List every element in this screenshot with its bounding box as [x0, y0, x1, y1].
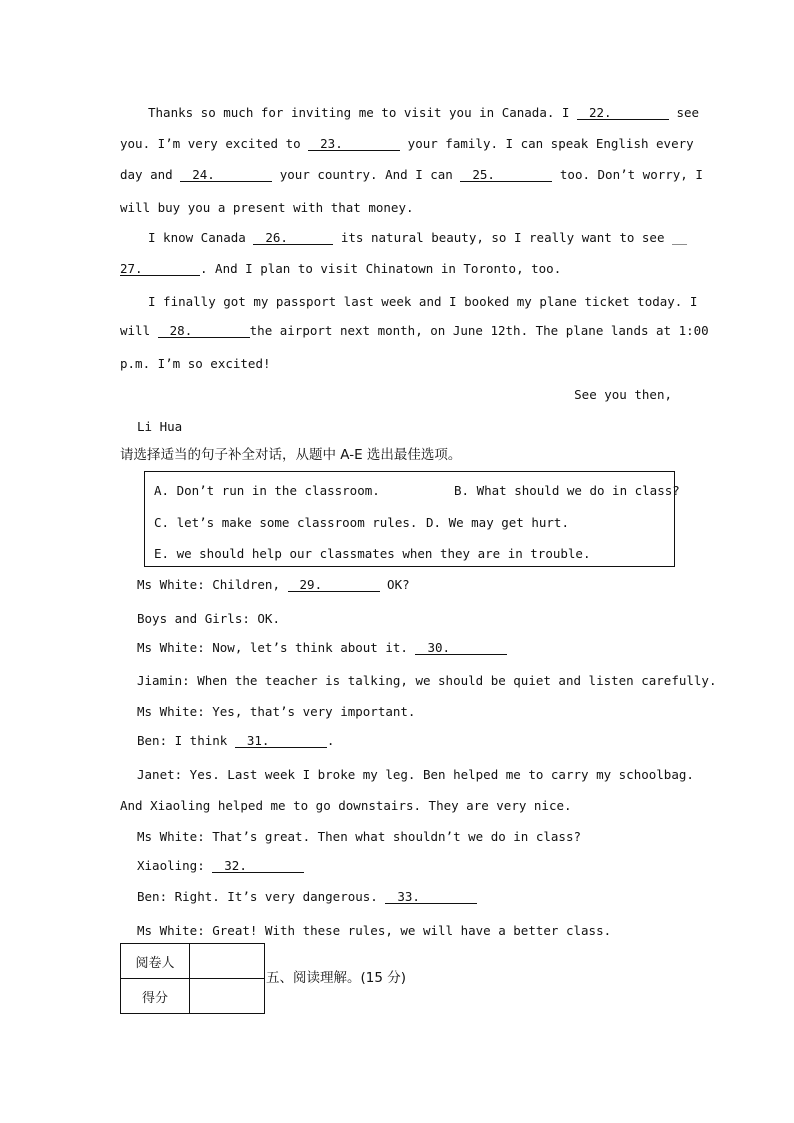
letter-line: I finally got my passport last week and I booked my plane ticket today. I	[148, 294, 698, 309]
blank-number: 29.	[299, 577, 323, 592]
answer-blank-32[interactable]	[212, 858, 304, 873]
blank-number: 32.	[224, 858, 247, 873]
blank-number: 26.	[265, 230, 288, 245]
blank-number: 23.	[320, 136, 343, 151]
blank-number: 28.	[169, 323, 193, 338]
dialogue-line: Jiamin: When the teacher is talking, we should be quiet and listen carefully.	[137, 673, 717, 688]
answer-blank-33[interactable]	[385, 889, 477, 904]
option-c: C. let’s make some classroom rules.	[154, 515, 418, 530]
option-b: B. What should we do in class?	[454, 483, 680, 498]
blank-number: 22.	[588, 105, 612, 120]
dialogue-line: Boys and Girls: OK.	[137, 611, 280, 626]
score-field[interactable]	[190, 979, 265, 1014]
blank-number: 24.	[192, 167, 215, 182]
score-label: 得分	[121, 979, 190, 1014]
text: I know Canada	[148, 230, 254, 245]
score-table	[120, 943, 265, 1014]
text: .	[326, 733, 335, 748]
answer-blank-30[interactable]	[415, 640, 507, 655]
text: the airport next month, on June 12th. The plane lands at 1:00	[249, 323, 709, 338]
letter-signature: Li Hua	[137, 419, 183, 434]
text: too. Don’t worry, I	[552, 167, 703, 182]
blank-number: 25.	[472, 167, 495, 182]
reviewer-field[interactable]	[190, 944, 265, 979]
blank-number: 27.	[120, 261, 143, 276]
dialogue-line	[137, 858, 304, 874]
answer-blank-27[interactable]	[120, 261, 200, 276]
blank-number: 31.	[246, 733, 270, 748]
text: Ben: Right. It’s very dangerous.	[137, 889, 386, 904]
blank-number: 30.	[427, 640, 451, 655]
option-e: E. we should help our classmates when they are in trouble.	[154, 546, 591, 561]
letter-line	[120, 136, 694, 152]
text: day and	[120, 167, 181, 182]
text: Thanks so much for inviting me to visit you in Canada. I	[148, 105, 577, 120]
section-title: 五、阅读理解。(15 分)	[266, 970, 407, 986]
text: your country. And I can	[272, 167, 461, 182]
text: . And I plan to visit Chinatown in Toronto, too.	[200, 261, 562, 276]
text: your family. I can speak English every	[400, 136, 694, 151]
answer-blank-28[interactable]	[158, 323, 250, 338]
dialogue-line	[137, 640, 507, 656]
text: see	[668, 105, 700, 120]
options-box	[144, 471, 680, 567]
section-instruction: 请选择适当的句子补全对话，从题中 A-E 选出最佳选项。	[120, 447, 462, 463]
text: Ben: I think	[137, 733, 235, 748]
letter-line	[148, 230, 687, 246]
letter-line	[120, 261, 561, 277]
letter-line: p.m. I’m so excited!	[120, 356, 271, 371]
dialogue-line: Ms White: Yes, that’s very important.	[137, 704, 416, 719]
letter-line: will buy you a present with that money.	[120, 200, 414, 215]
dialogue-line	[137, 889, 477, 905]
option-d: D. We may get hurt.	[426, 515, 569, 530]
dialogue-line: Ms White: That’s great. Then what shouldn’t we do in class?	[137, 829, 582, 844]
letter-line	[120, 167, 703, 183]
dialogue-line: And Xiaoling helped me to go downstairs. They are very nice.	[120, 798, 572, 813]
dialogue-line	[137, 577, 410, 593]
answer-blank-26[interactable]	[253, 230, 333, 245]
dialogue-line: Ms White: Great! With these rules, we will have a better class.	[137, 923, 612, 938]
answer-blank-24[interactable]	[180, 167, 272, 182]
answer-blank-25[interactable]	[460, 167, 552, 182]
reviewer-label: 阅卷人	[121, 944, 190, 979]
text: you. I’m very excited to	[120, 136, 309, 151]
answer-blank-29[interactable]	[288, 577, 380, 592]
text: its natural beauty, so I really want to see __	[333, 230, 688, 245]
text: Ms White: Now, let’s think about it.	[137, 640, 416, 655]
text: Xiaoling:	[137, 858, 213, 873]
text: OK?	[379, 577, 410, 592]
option-a: A. Don’t run in the classroom.	[154, 483, 380, 498]
letter-closing: See you then,	[574, 387, 672, 402]
letter-line	[120, 323, 709, 339]
text: Ms White: Children,	[137, 577, 288, 592]
letter-line	[148, 105, 699, 121]
dialogue-line	[137, 733, 334, 749]
answer-blank-22[interactable]	[577, 105, 669, 120]
dialogue-line: Janet: Yes. Last week I broke my leg. Ben helped me to carry my schoolbag.	[137, 767, 694, 782]
answer-blank-31[interactable]	[235, 733, 327, 748]
text: will	[120, 323, 158, 338]
blank-number: 33.	[397, 889, 420, 904]
answer-blank-23[interactable]	[308, 136, 400, 151]
